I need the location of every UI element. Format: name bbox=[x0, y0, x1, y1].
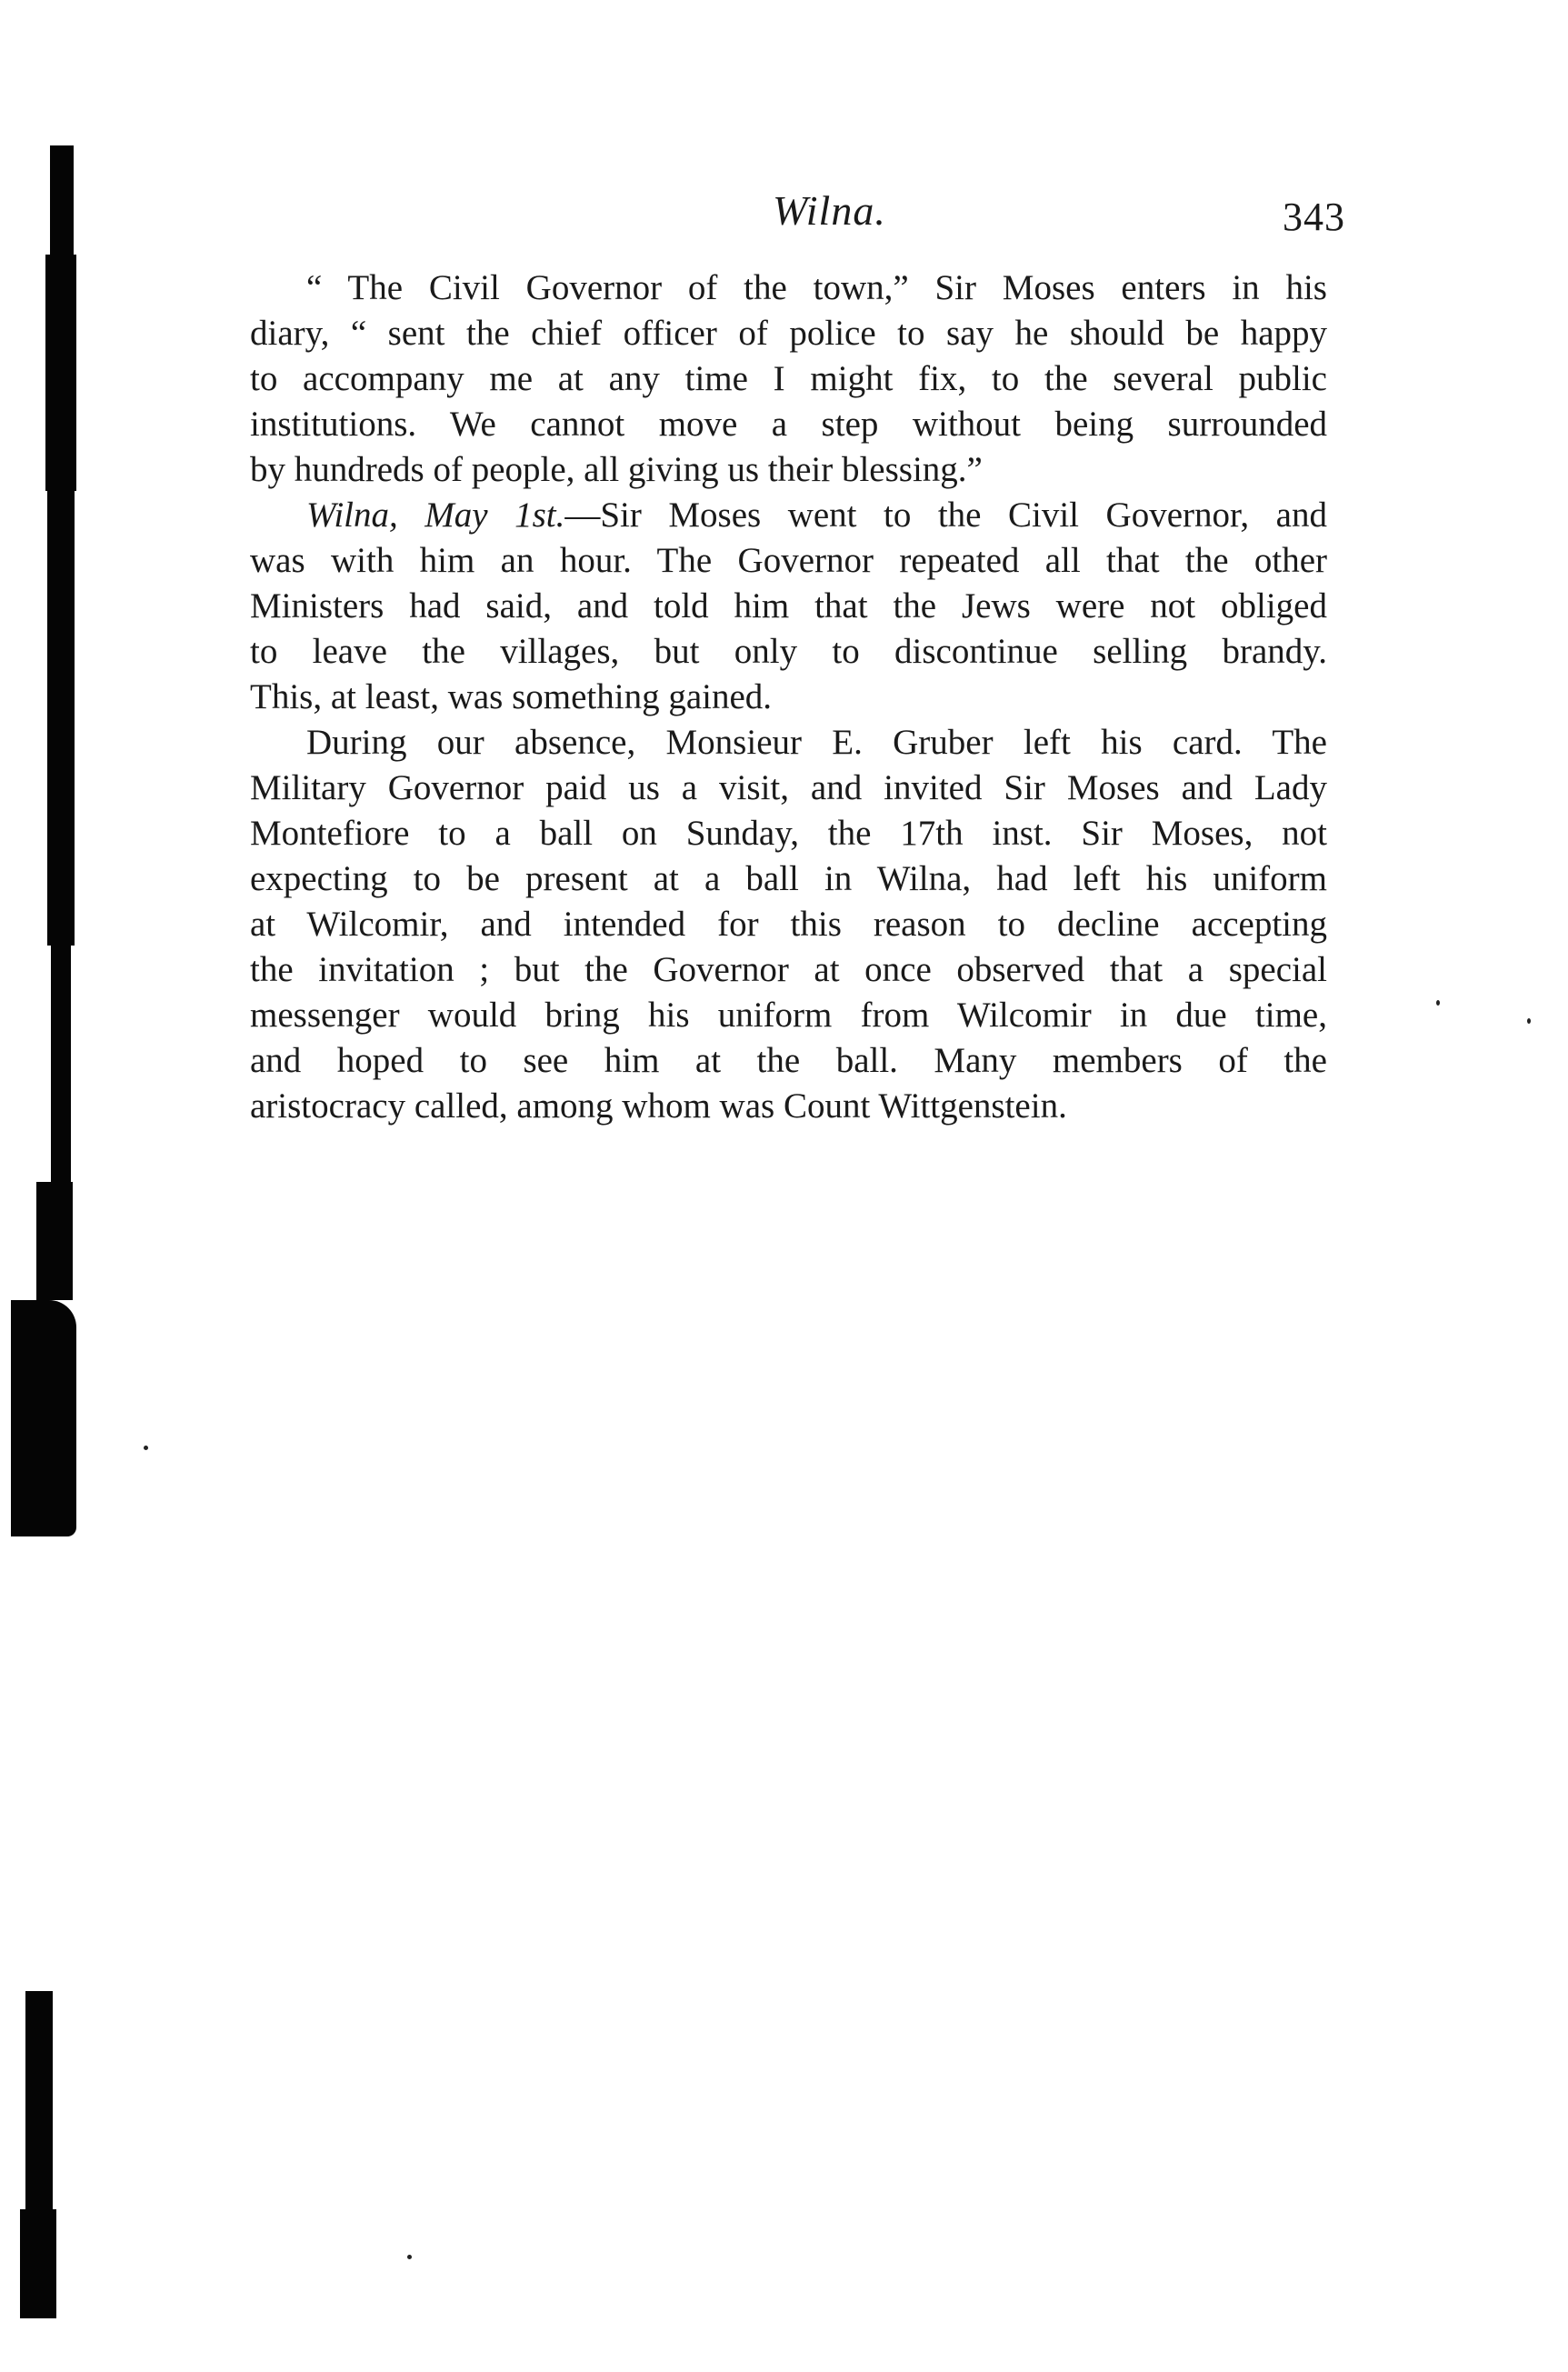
binding-shadow bbox=[25, 1991, 53, 2209]
binding-shadow bbox=[51, 946, 71, 1182]
running-title: Wilna. bbox=[773, 187, 886, 234]
text-line: Military Governor paid us a visit, and invited Sir Moses and Lady bbox=[250, 768, 1327, 807]
text-line: was with him an hour. The Governor repeated all that the other bbox=[250, 541, 1327, 580]
binding-shadow bbox=[36, 1182, 73, 1300]
text-line: Ministers had said, and told him that the Jews were not obliged bbox=[250, 586, 1327, 626]
text-line: This, at least, was something gained. bbox=[250, 677, 773, 716]
scan-speck bbox=[407, 2255, 412, 2259]
text-line: to accompany me at any time I might fix, to the several public bbox=[250, 359, 1327, 398]
text-line: Montefiore to a ball on Sunday, the 17th inst. Sir Moses, not bbox=[250, 814, 1327, 853]
text-line: to leave the villages, but only to discontinue selling brandy. bbox=[250, 632, 1327, 671]
binding-shadow bbox=[47, 491, 75, 946]
binding-shadow bbox=[50, 145, 74, 255]
dateline: Wilna, May 1st. bbox=[306, 495, 565, 535]
text-line: diary, “ sent the chief officer of police to say he should be happy bbox=[250, 314, 1327, 353]
text-line: messenger would bring his uniform from Wilcomir in due time, bbox=[250, 996, 1327, 1035]
text-line: expecting to be present at a ball in Wilna, had left his uniform bbox=[250, 859, 1327, 898]
binding-shadow bbox=[45, 255, 76, 491]
scan-speck bbox=[1527, 1018, 1531, 1024]
text-line: by hundreds of people, all giving us their blessing.” bbox=[250, 450, 983, 489]
text-line: aristocracy called, among whom was Count Wittgenstein. bbox=[250, 1086, 1067, 1126]
text-line: institutions. We cannot move a step without being surrounded bbox=[250, 405, 1327, 444]
scan-speck bbox=[1436, 1000, 1440, 1006]
page-number: 343 bbox=[1283, 195, 1345, 239]
text-line-rest: —Sir Moses went to the Civil Governor, and bbox=[564, 495, 1327, 535]
text-line: at Wilcomir, and intended for this reason to decline accepting bbox=[250, 905, 1327, 944]
binding-shadow bbox=[20, 2209, 56, 2318]
body-text bbox=[250, 265, 1327, 1129]
binding-shadow bbox=[11, 1300, 76, 1536]
text-line: “ The Civil Governor of the town,” Sir Moses enters in his bbox=[306, 268, 1327, 307]
scan-speck bbox=[144, 1446, 148, 1450]
text-line: the invitation ; but the Governor at once observed that a special bbox=[250, 950, 1327, 989]
text-line: and hoped to see him at the ball. Many members of the bbox=[250, 1041, 1327, 1080]
text-line: During our absence, Monsieur E. Gruber left his card. The bbox=[306, 723, 1327, 762]
text-line bbox=[250, 493, 1327, 538]
page-header bbox=[255, 186, 1345, 241]
